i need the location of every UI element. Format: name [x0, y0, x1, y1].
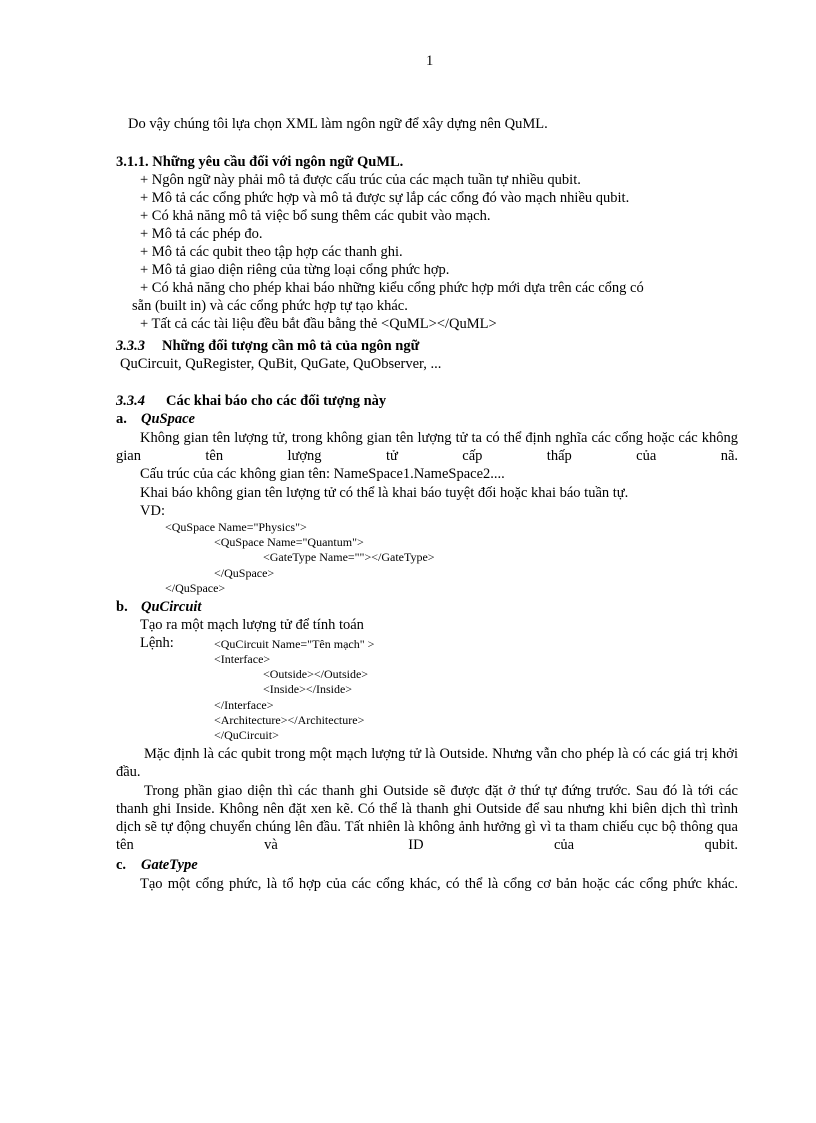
code-line: </Interface> — [214, 698, 274, 712]
list-item: + Tất cả các tài liệu đều bắt đầu bằng thẻ <QuML></QuML> — [140, 316, 497, 332]
interface-order-paragraph — [116, 782, 738, 854]
list-item: + Mô tả giao diện riêng của từng loại cổng phức hợp. — [140, 262, 450, 278]
code-line: <Interface> — [214, 652, 271, 666]
list-item: + Mô tả các qubit theo tập hợp các thanh ghi. — [140, 244, 403, 260]
code-line: </QuSpace> — [165, 581, 226, 595]
section-3-3-3-heading — [116, 337, 419, 355]
section-3-3-4-heading — [116, 392, 386, 410]
list-item: + Có khả năng mô tả việc bổ sung thêm các qubit vào mạch. — [140, 208, 491, 224]
namespace-declaration-line: Khai báo không gian tên lượng tử có thể là khai báo tuyệt đối hoặc khai báo tuần tự. — [140, 485, 629, 501]
section-number: 3.3.3 — [116, 338, 145, 354]
section-number: 3.1.1. — [116, 154, 149, 170]
code-line: <Inside></Inside> — [263, 682, 353, 696]
command-label: Lệnh: — [140, 635, 174, 651]
subsection-c-heading — [116, 856, 198, 874]
namespace-structure-line: Cấu trúc của các không gian tên: NameSpace1.NameSpace2.... — [140, 466, 505, 482]
intro-paragraph: Do vậy chúng tôi lựa chọn XML làm ngôn ngữ để xây dựng nên QuML. — [128, 116, 548, 132]
page-number: 1 — [426, 53, 434, 69]
qucircuit-description: Tạo ra một mạch lượng tử để tính toán — [140, 617, 364, 633]
code-line: </QuCircuit> — [214, 728, 279, 742]
code-line: <QuSpace Name="Quantum"> — [214, 535, 364, 549]
list-item: + Có khả năng cho phép khai báo những kiểu cổng phức hợp mới dựa trên các cổng có — [140, 280, 644, 296]
subsection-label: c. — [116, 857, 127, 873]
list-item: + Mô tả các phép đo. — [140, 226, 263, 242]
code-line: <QuCircuit Name="Tên mạch" > — [214, 637, 375, 651]
code-line: <Outside></Outside> — [263, 667, 369, 681]
subsection-label: b. — [116, 599, 128, 615]
section-3-1-1-heading — [116, 153, 403, 171]
requirements-list — [132, 171, 644, 333]
objects-list-text: QuCircuit, QuRegister, QuBit, QuGate, QuObserver, ... — [120, 356, 442, 372]
subsection-title: QuSpace — [141, 411, 195, 427]
subsection-label: a. — [116, 411, 127, 427]
code-line: <QuSpace Name="Physics"> — [165, 520, 307, 534]
code-line: </QuSpace> — [214, 566, 275, 580]
list-item: + Ngôn ngữ này phải mô tả được cấu trúc của các mạch tuần tự nhiều qubit. — [140, 172, 581, 188]
quspace-description — [116, 429, 738, 465]
code-line: <GateType Name=""></GateType> — [263, 550, 435, 564]
section-number: 3.3.4 — [116, 393, 145, 409]
paragraph-text: Mặc định là các qubit trong một mạch lượng tử là Outside. Nhưng vẫn cho phép là có các giá trị khởi đầu. — [116, 746, 738, 780]
section-title: Những yêu cầu đối với ngôn ngữ QuML. — [152, 154, 404, 170]
default-outside-paragraph — [116, 745, 738, 781]
paragraph-text: Tạo một cổng phức, là tổ hợp của các cổng khác, có thể là cổng cơ bản hoặc các cổng phức khác. — [140, 876, 738, 892]
subsection-a-heading — [116, 410, 195, 428]
paragraph-text: Không gian tên lượng tử, trong không gian tên lượng tử ta có thể định nghĩa các cổng hoặc các không gian tên lượng tử cấp thấp của nã. — [116, 430, 738, 464]
section-title: Các khai báo cho các đối tượng này — [166, 393, 387, 409]
code-line: <Architecture></Architecture> — [214, 713, 365, 727]
list-item: + Mô tả các cổng phức hợp và mô tả được sự lắp các cổng đó vào mạch nhiều qubit. — [140, 190, 630, 206]
section-title: Những đối tượng cần mô tả của ngôn ngữ — [162, 338, 420, 354]
example-label: VD: — [140, 503, 165, 519]
subsection-title: QuCircuit — [141, 599, 202, 615]
paragraph-text: Trong phần giao diện thì các thanh ghi Outside sẽ được đặt ở thứ tự đứng trước. Sau đó là tới các thanh ghi Inside. Không nên đặt xen kẽ. Có thể là thanh ghi Outside để sau nhưng khi biên dịch thì trình dịch sẽ tự động chuyển chúng lên đầu. Tất nhiên là không ảnh hưởng gì vì ta tham chiếu cục bộ thông qua tên và ID của qubit. — [116, 783, 738, 853]
subsection-b-heading — [116, 598, 201, 616]
list-item-continuation: sẵn (built in) và các cổng phức hợp tự tạo khác. — [132, 298, 408, 314]
subsection-title: GateType — [141, 857, 198, 873]
gatetype-description — [116, 875, 738, 893]
